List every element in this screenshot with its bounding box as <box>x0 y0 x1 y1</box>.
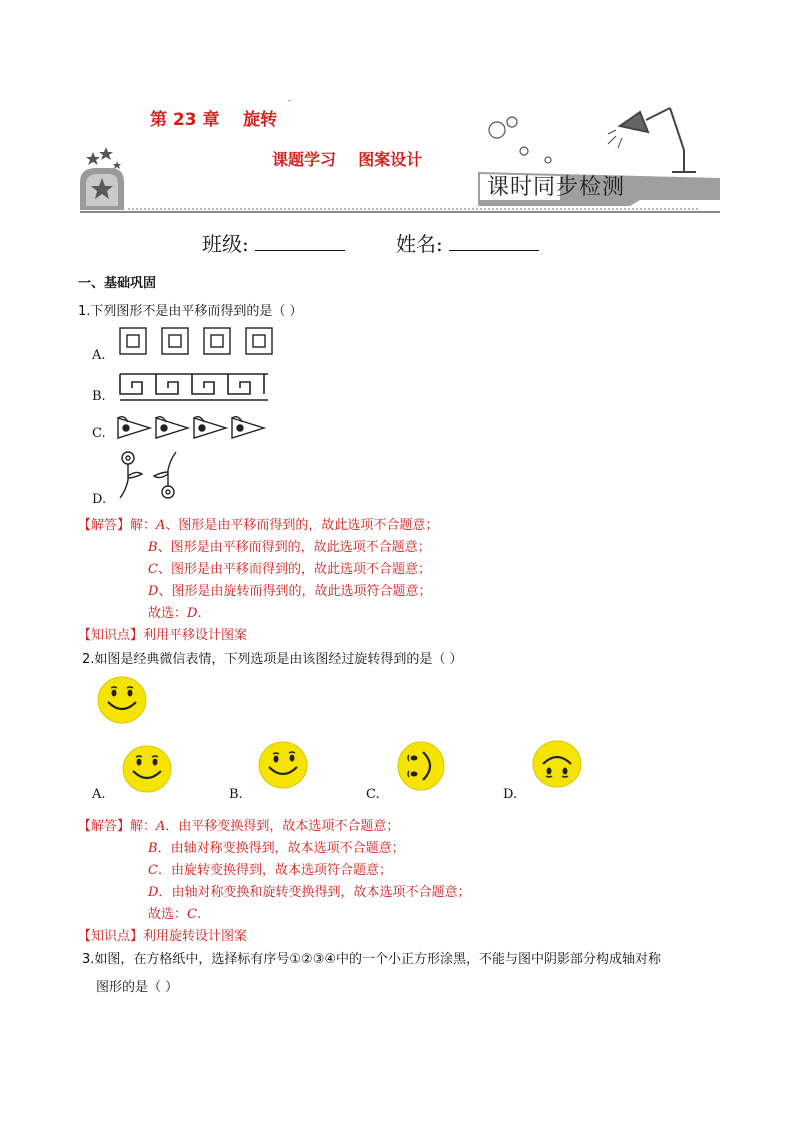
q1-option-a-figure <box>118 326 288 358</box>
q1-conclusion-suffix: . <box>197 606 202 621</box>
q2-answer-tag: 【解答】解： <box>78 819 157 834</box>
class-blank[interactable] <box>255 232 345 251</box>
q1-answer-line-1 <box>78 514 438 533</box>
q2-option-a-smiley-icon <box>122 745 172 793</box>
bubbles-icon <box>489 117 551 163</box>
q2-answer-text-a: ．由平移变换得到，故本选项不合题意； <box>165 819 400 834</box>
q2-answer-letter-c: C <box>148 863 158 878</box>
q1-option-a-label: A. <box>92 348 106 363</box>
q2-option-b-label: B. <box>229 787 243 802</box>
name-label: 姓名: <box>396 232 443 256</box>
q2-knowledge-point: 【知识点】利用旋转设计图案 <box>78 929 248 944</box>
q1-knowledge-point: 【知识点】利用平移设计图案 <box>78 628 248 643</box>
question-2-text: 2.如图是经典微信表情，下列选项是由该图经过旋转得到的是（ ） <box>82 652 463 667</box>
question-3-line-2: 图形的是（ ） <box>96 980 179 995</box>
q1-answer-text-c: 、图形是由平移而得到的，故此选项不合题意； <box>157 562 431 577</box>
q2-conclusion <box>148 903 201 922</box>
q2-conclusion-prefix: 故选： <box>148 907 188 922</box>
q2-option-c-label: C. <box>366 787 380 802</box>
q1-option-c-figure <box>114 414 274 442</box>
q1-answer-line-2 <box>148 536 431 555</box>
q1-answer-tag: 【解答】解： <box>78 518 157 533</box>
q1-option-b-label: B. <box>92 389 106 404</box>
q1-answer-line-3 <box>148 558 431 577</box>
q2-option-d-label: D. <box>503 787 518 802</box>
q2-answer-letter-a: A <box>156 819 166 834</box>
q1-answer-letter-c: C <box>148 562 158 577</box>
name-blank[interactable] <box>449 232 539 251</box>
smiley-reference-icon <box>97 676 147 724</box>
name-field <box>396 228 539 257</box>
q2-option-b-smiley-icon <box>258 741 308 789</box>
q1-answer-letter-b: B <box>148 540 158 555</box>
q2-option-a-label: A. <box>92 787 106 802</box>
q2-answer-letter-b: B <box>148 841 158 856</box>
class-field <box>202 228 345 257</box>
q2-answer-text-c: ．由旋转变换得到，故本选项符合题意； <box>157 863 392 878</box>
q2-option-c-smiley-icon <box>396 742 446 790</box>
q2-answer-line-1 <box>78 815 399 834</box>
q2-conclusion-letter: C <box>187 907 197 922</box>
q2-answer-letter-d: D <box>148 885 159 900</box>
q1-conclusion-letter: D <box>187 606 198 621</box>
q1-option-c-label: C. <box>92 426 106 441</box>
q1-option-d-label: D. <box>92 492 107 507</box>
q1-option-d-figure <box>116 448 196 504</box>
question-3-line-1: 3.如图，在方格纸中，选择标有序号①②③④中的一个小正方形涂黑，不能与图中阴影部分构成轴对称 <box>82 952 662 967</box>
q1-answer-letter-a: A <box>156 518 166 533</box>
brand-title: 课时同步检测 <box>487 175 626 200</box>
q1-answer-text-a: 、图形是由平移而得到的，故此选项不合题意； <box>165 518 439 533</box>
q1-answer-text-d: 、图形是由旋转而得到的，故此选项符合题意； <box>158 584 432 599</box>
q1-answer-text-b: 、图形是由平移而得到的，故此选项不合题意； <box>157 540 431 555</box>
q2-answer-line-4 <box>148 881 470 900</box>
q1-conclusion-prefix: 故选： <box>148 606 188 621</box>
badge-icon <box>80 168 124 210</box>
question-1-text: 1.下列图形不是由平移而得到的是（ ） <box>78 304 303 319</box>
class-label: 班级: <box>202 232 249 256</box>
q2-answer-text-b: ．由轴对称变换得到，故本选项不合题意； <box>157 841 405 856</box>
svg-text:-: - <box>288 96 291 105</box>
header-decoration <box>0 0 794 230</box>
q2-answer-text-d: ．由轴对称变换和旋转变换得到，故本选项不合题意； <box>158 885 471 900</box>
q2-conclusion-suffix: . <box>196 907 202 922</box>
q1-conclusion <box>148 602 202 621</box>
q2-option-d-smiley-icon <box>532 740 582 788</box>
q1-answer-letter-d: D <box>148 584 159 599</box>
q1-answer-line-4 <box>148 580 431 599</box>
chapter-title: 第 23 章 旋转 <box>150 110 278 130</box>
stars-icon <box>86 147 121 169</box>
q1-option-b-figure <box>118 370 278 404</box>
section-title: 一、基础巩固 <box>78 276 157 291</box>
desk-lamp-icon <box>608 108 696 172</box>
q2-answer-line-2 <box>148 837 405 856</box>
lesson-subtitle: 课题学习 图案设计 <box>272 150 423 169</box>
q2-answer-line-3 <box>148 859 392 878</box>
